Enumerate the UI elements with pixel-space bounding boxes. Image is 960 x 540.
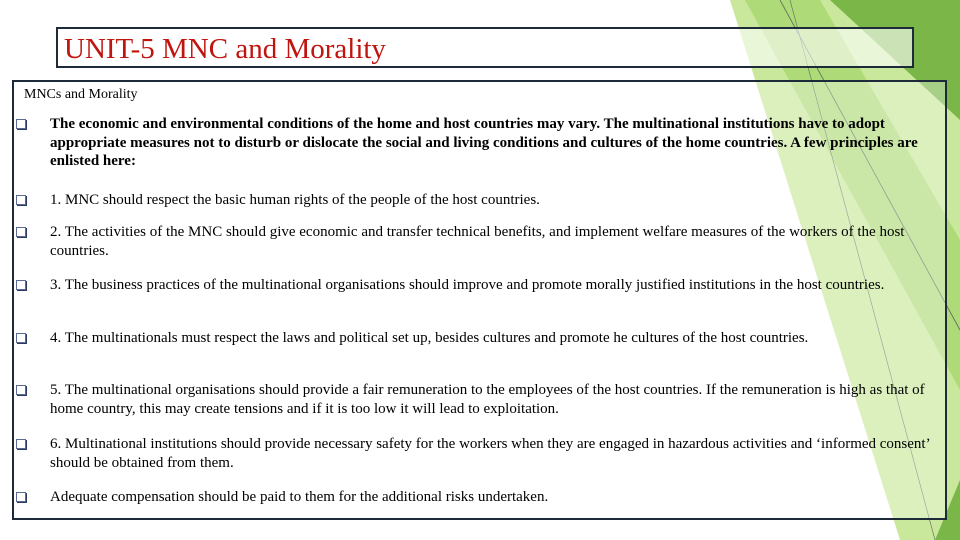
title-box bbox=[56, 27, 914, 68]
content-box bbox=[12, 80, 947, 520]
principles-list bbox=[14, 82, 945, 518]
hollow-square-bullet-icon bbox=[16, 333, 26, 343]
list-item-text: 3. The business practices of the multinational organisations should improve and promote morally justified institutions in the host countries. bbox=[50, 277, 885, 293]
hollow-square-bullet-icon bbox=[16, 439, 26, 449]
list-item-text: 1. MNC should respect the basic human rights of the people of the host countries. bbox=[50, 192, 540, 208]
list-item-text: 5. The multinational organisations should provide a fair remuneration to the employees of the host countries. If the remuneration is high as that of home country, this may create tensions and if it is too low it will lead to exploitation. bbox=[50, 382, 925, 417]
hollow-square-bullet-icon bbox=[16, 195, 26, 205]
slide-title: UNIT-5 MNC and Morality bbox=[64, 33, 386, 65]
list-item-text: 2. The activities of the MNC should give economic and transfer technical benefits, and implement welfare measures of the workers of the host countries. bbox=[50, 224, 905, 259]
list-item-text: The economic and environmental conditions of the home and host countries may vary. The multinational institutions have to adopt appropriate measures not to disturb or dislocate the social and living conditions and cultures of the home countries. A few principles are enlisted here: bbox=[50, 116, 918, 169]
slide-subtitle: MNCs and Morality bbox=[24, 87, 138, 102]
hollow-square-bullet-icon bbox=[16, 492, 26, 502]
list-item-text: Adequate compensation should be paid to them for the additional risks undertaken. bbox=[50, 489, 549, 505]
list-item-text: 6. Multinational institutions should provide necessary safety for the workers when they are engaged in hazardous activities and ‘informed consent’ should be obtained from them. bbox=[50, 436, 930, 471]
hollow-square-bullet-icon bbox=[16, 385, 26, 395]
hollow-square-bullet-icon bbox=[16, 227, 26, 237]
hollow-square-bullet-icon bbox=[16, 280, 26, 290]
hollow-square-bullet-icon bbox=[16, 119, 26, 129]
list-item-text: 4. The multinationals must respect the laws and political set up, besides cultures and promote he cultures of the host countries. bbox=[50, 330, 809, 346]
